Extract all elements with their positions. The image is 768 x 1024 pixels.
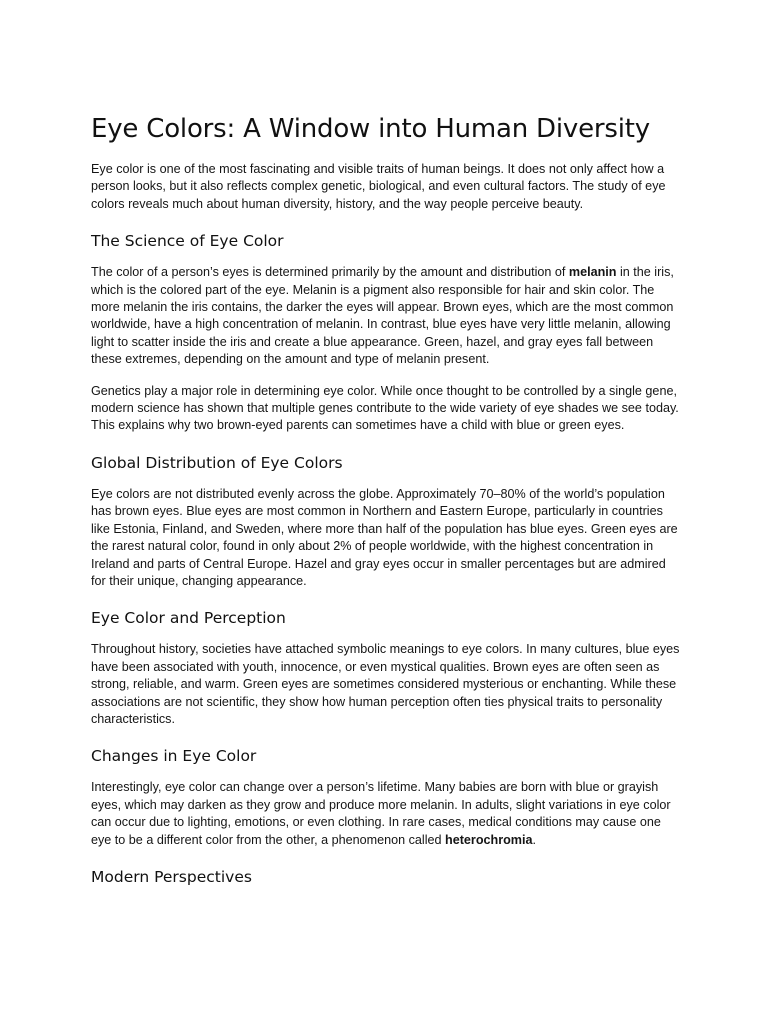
perception-paragraph: Throughout history, societies have attached symbolic meanings to eye colors. In many cultures, blue eyes have been associated with youth, innocence, or even mystical qualities. Brown eyes are often seen as strong, reliable, and warm. Green eyes are sometimes considered mysterious or enchanting. While these associations are not scientific, they show how human perception often ties physical traits to personality characteristics. [91, 642, 680, 726]
section-heading-distribution: Global Distribution of Eye Colors [91, 453, 343, 472]
section-perception [91, 608, 681, 728]
document-title: Eye Colors: A Window into Human Diversity [91, 114, 650, 144]
changes-paragraph [91, 779, 681, 849]
melanin-term: melanin [568, 265, 617, 280]
section-modern [91, 867, 681, 887]
distribution-paragraph: Eye colors are not distributed evenly across the globe. Approximately 70–80% of the world’s population has brown eyes. Blue eyes are most common in Northern and Eastern Europe, particularly in countries like Estonia, Finland, and Sweden, where more than half of the population has blue eyes. Green eyes are the rarest natural color, found in only about 2% of people worldwide, with the highest concentration in Ireland and parts of Central Europe. Hazel and gray eyes occur in smaller percentages but are admired for their unique, changing appearance. [91, 486, 678, 588]
section-heading-science: The Science of Eye Color [91, 232, 284, 251]
section-heading-perception: Eye Color and Perception [91, 609, 286, 628]
section-changes [91, 746, 681, 849]
section-science [91, 231, 681, 435]
science-p1-text-a: The color of a person’s eyes is determined primarily by the amount and distribution of [91, 265, 569, 280]
changes-p1-text-a: Interestingly, eye color can change over a person’s lifetime. Many babies are born with blue or grayish eyes, which may darken as they grow and produce more melanin. In adults, slight variations in eye color can occur due to lighting, emotions, or even clothing. In rare cases, medical conditions may cause one eye to be a different color from the other, a phenomenon called [91, 780, 671, 847]
intro-paragraph: Eye color is one of the most fascinating and visible traits of human beings. It does not only affect how a person looks, but it also reflects complex genetic, biological, and even cultural factors. The study of eye colors reveals much about human diversity, history, and the way people perceive beauty. [91, 162, 666, 211]
changes-p1-text-b: . [532, 832, 537, 847]
section-heading-changes: Changes in Eye Color [91, 747, 257, 766]
science-paragraph-1 [91, 264, 681, 368]
document-page [91, 112, 681, 900]
section-heading-modern: Modern Perspectives [91, 867, 252, 886]
science-p1-text-b: in the iris, which is the colored part of the eye. Melanin is a pigment also responsible for hair and skin color. The more melanin the iris contains, the darker the eyes will appear. Brown eyes, which are the most common worldwide, have a high concentration of melanin. In contrast, blue eyes have very little melanin, allowing light to scatter inside the iris and create a blue appearance. Green, hazel, and gray eyes fall between these extremes, depending on the amount and type of melanin present. [91, 265, 674, 367]
science-paragraph-2: Genetics play a major role in determining eye color. While once thought to be controlled by a single gene, modern science has shown that multiple genes contribute to the wide variety of eye shades we see today. This explains why two brown-eyed parents can sometimes have a child with blue or green eyes. [91, 383, 679, 433]
section-distribution [91, 453, 681, 590]
heterochromia-term: heterochromia [445, 832, 533, 847]
